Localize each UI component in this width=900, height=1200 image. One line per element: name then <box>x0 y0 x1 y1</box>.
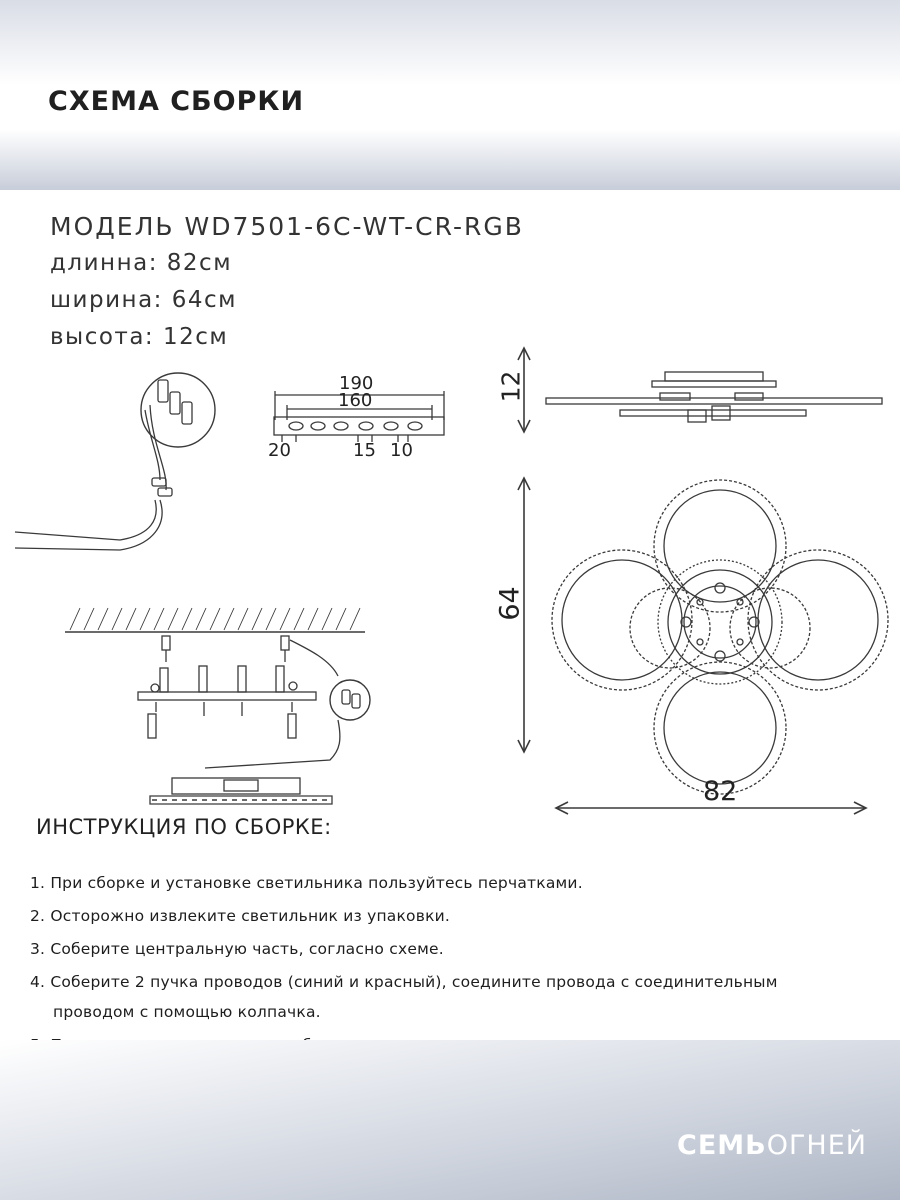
top-view-drawing <box>518 478 888 814</box>
instruction-step <box>30 967 890 1027</box>
instruction-step: 3. Соберите центральную часть, согласно схеме. <box>30 940 444 958</box>
side-view-drawing <box>518 348 882 432</box>
bracket-right-label: 10 <box>390 440 413 461</box>
bracket-total-label: 190 <box>339 373 374 394</box>
spec-height: высота: 12см <box>50 324 229 350</box>
instructions-title: ИНСТРУКЦИЯ ПО СБОРКЕ: <box>36 815 332 839</box>
page-title: СХЕМА СБОРКИ <box>48 86 305 117</box>
brand-logo <box>677 1130 867 1161</box>
bracket-mid-label: 15 <box>353 440 376 461</box>
wire-connector-detail <box>15 373 215 550</box>
top-depth-label: 64 <box>494 586 526 621</box>
instruction-step: 1. При сборке и установке светильника пользуйтесь перчатками. <box>30 874 583 892</box>
spec-length: длинна: 82см <box>50 250 233 276</box>
instruction-step: 2. Осторожно извлеките светильник из упаковки. <box>30 907 451 925</box>
brand-bold: СЕМЬ <box>677 1130 767 1161</box>
side-height-label: 12 <box>496 370 526 403</box>
brand-light: ОГНЕЙ <box>766 1130 867 1161</box>
instruction-step-continuation: проводом с помощью колпачка. <box>53 1003 321 1021</box>
footer-band <box>0 1040 900 1200</box>
model-name: МОДЕЛЬ WD7501-6C-WT-CR-RGB <box>50 212 524 241</box>
spec-width: ширина: 64см <box>50 287 237 313</box>
top-width-label: 82 <box>703 776 738 807</box>
bracket-inner-label: 160 <box>338 390 373 411</box>
instruction-step-line: 4. Соберите 2 пучка проводов (синий и красный), соедините провода с соединительным <box>30 973 778 991</box>
ceiling-mount-drawing <box>65 608 370 804</box>
bracket-left-label: 20 <box>268 440 291 461</box>
